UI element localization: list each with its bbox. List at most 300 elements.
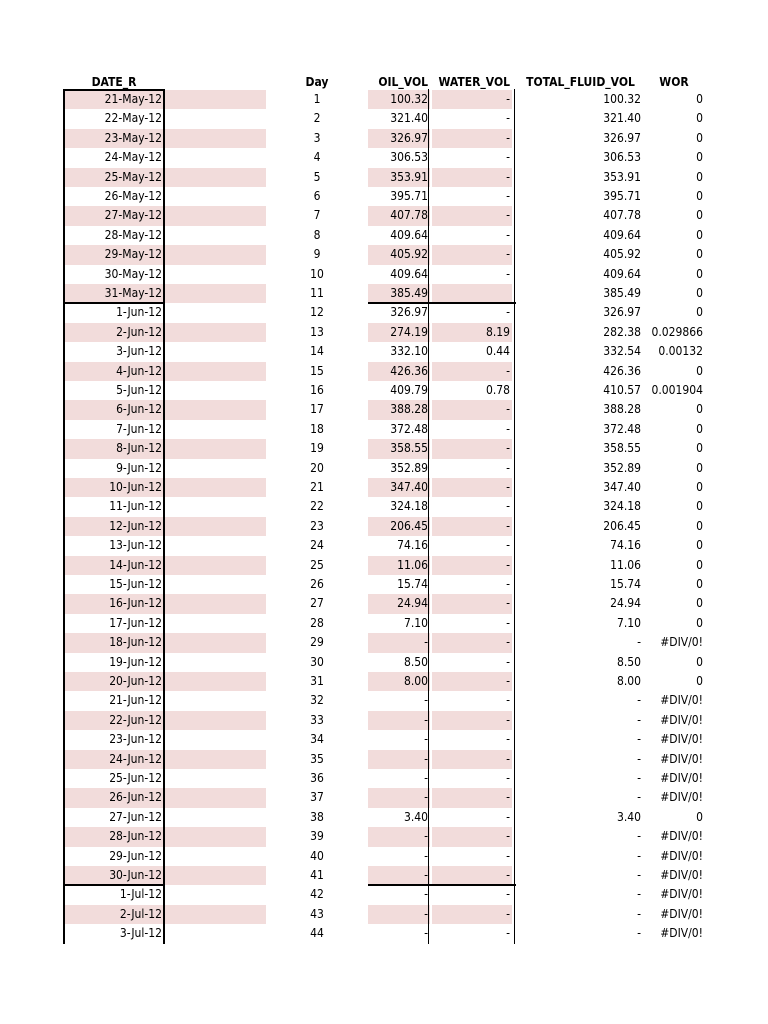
cell-total-fluid-vol: 15.74 xyxy=(610,577,641,591)
cell-day: 31 xyxy=(310,674,324,688)
cell-total-fluid-vol: - xyxy=(637,732,641,747)
oil-right-border xyxy=(428,89,429,944)
cell-water-vol: - xyxy=(506,111,510,126)
cell-wor: #DIV/0! xyxy=(660,926,703,941)
table-row xyxy=(0,265,768,284)
table-row xyxy=(0,788,768,807)
cell-oil-vol: 385.49 xyxy=(390,286,428,300)
header-wor: WOR xyxy=(659,75,689,89)
cell-oil-vol: 332.10 xyxy=(390,344,428,359)
cell-total-fluid-vol: 8.50 xyxy=(616,654,641,669)
cell-wor: 0 xyxy=(696,227,703,242)
cell-total-fluid-vol: 372.48 xyxy=(603,421,641,436)
cell-total-fluid-vol: - xyxy=(637,635,641,650)
cell-water-vol: - xyxy=(506,557,510,572)
cell-oil-vol: 388.28 xyxy=(390,402,428,417)
cell-total-fluid-vol: - xyxy=(637,868,641,882)
cell-wor: 0 xyxy=(696,111,703,126)
cell-wor: 0 xyxy=(696,247,703,262)
water-right-border xyxy=(514,89,515,944)
header-date: DATE_R xyxy=(91,75,137,89)
cell-wor: 0 xyxy=(696,596,703,611)
cell-wor: 0 xyxy=(696,441,703,456)
cell-total-fluid-vol: - xyxy=(637,790,641,805)
cell-water-vol: - xyxy=(506,266,510,281)
cell-oil-vol: - xyxy=(424,868,428,882)
cell-total-fluid-vol: - xyxy=(637,771,641,785)
table-row xyxy=(0,284,768,303)
cell-day: 42 xyxy=(310,887,324,902)
cell-date: 25-May-12 xyxy=(104,169,162,184)
cell-date: 27-Jun-12 xyxy=(109,809,162,824)
cell-day: 15 xyxy=(310,363,324,378)
cell-date: 29-Jun-12 xyxy=(109,848,162,863)
table-row xyxy=(0,303,768,322)
cell-date: 9-Jun-12 xyxy=(116,460,162,475)
header-water-vol: WATER_VOL xyxy=(438,75,510,89)
cell-total-fluid-vol: 74.16 xyxy=(610,538,641,553)
table-row xyxy=(0,594,768,613)
cell-day: 29 xyxy=(310,635,324,650)
table-row xyxy=(0,109,768,128)
cell-date: 1-Jul-12 xyxy=(119,887,162,902)
cell-total-fluid-vol: 409.64 xyxy=(603,227,641,242)
cell-date: 13-Jun-12 xyxy=(109,538,162,553)
cell-wor: #DIV/0! xyxy=(660,868,703,882)
cell-total-fluid-vol: 306.53 xyxy=(603,150,641,165)
cell-date: 14-Jun-12 xyxy=(109,557,162,572)
cell-day: 16 xyxy=(310,383,324,397)
cell-oil-vol: 8.00 xyxy=(403,674,428,688)
cell-date: 28-Jun-12 xyxy=(109,829,162,844)
cell-oil-vol: 358.55 xyxy=(390,441,428,456)
table-row xyxy=(0,245,768,264)
cell-oil-vol: 24.94 xyxy=(397,596,428,611)
table-row xyxy=(0,711,768,730)
table-row xyxy=(0,90,768,109)
table-row xyxy=(0,847,768,866)
table-row xyxy=(0,497,768,516)
cell-day: 12 xyxy=(310,305,324,320)
cell-water-vol: 0.78 xyxy=(485,383,510,397)
cell-wor: 0.00132 xyxy=(658,344,703,359)
cell-total-fluid-vol: 282.38 xyxy=(603,324,641,339)
cell-oil-vol: - xyxy=(424,751,428,766)
cell-day: 3 xyxy=(313,130,321,145)
cell-water-vol: - xyxy=(506,538,510,553)
date-right-border xyxy=(163,89,165,944)
header-day: Day xyxy=(305,75,329,89)
cell-wor: 0 xyxy=(696,421,703,436)
cell-oil-vol: - xyxy=(424,712,428,727)
cell-day: 19 xyxy=(310,441,324,456)
cell-total-fluid-vol: - xyxy=(637,712,641,727)
cell-total-fluid-vol: 347.40 xyxy=(603,480,641,494)
cell-date: 4-Jun-12 xyxy=(116,363,162,378)
cell-date: 23-Jun-12 xyxy=(109,732,162,747)
cell-day: 10 xyxy=(310,266,324,281)
cell-oil-vol: 74.16 xyxy=(397,538,428,553)
cell-total-fluid-vol: 326.97 xyxy=(603,130,641,145)
cell-date: 6-Jun-12 xyxy=(116,402,162,417)
cell-total-fluid-vol: 426.36 xyxy=(603,363,641,378)
table-row xyxy=(0,459,768,478)
cell-day: 28 xyxy=(310,615,324,630)
cell-total-fluid-vol: - xyxy=(637,751,641,766)
cell-water-vol: - xyxy=(506,130,510,145)
cell-total-fluid-vol: 3.40 xyxy=(616,809,641,824)
cell-total-fluid-vol: 352.89 xyxy=(603,460,641,475)
cell-oil-vol: - xyxy=(424,829,428,844)
table-row xyxy=(0,168,768,187)
cell-date: 17-Jun-12 xyxy=(109,615,162,630)
cell-water-vol: - xyxy=(506,829,510,844)
cell-total-fluid-vol: 385.49 xyxy=(603,286,641,300)
cell-day: 39 xyxy=(310,829,324,844)
cell-wor: 0 xyxy=(696,130,703,145)
table-row xyxy=(0,342,768,361)
cell-water-vol: - xyxy=(506,809,510,824)
cell-total-fluid-vol: 388.28 xyxy=(603,402,641,417)
cell-water-vol: - xyxy=(506,363,510,378)
table-row xyxy=(0,478,768,497)
cell-wor: #DIV/0! xyxy=(660,887,703,902)
header-total-fluid-vol: TOTAL_FLUID_VOL xyxy=(526,75,635,89)
cell-total-fluid-vol: 358.55 xyxy=(603,441,641,456)
cell-oil-vol: 306.53 xyxy=(390,150,428,165)
cell-water-vol: - xyxy=(506,305,510,320)
cell-wor: 0 xyxy=(696,402,703,417)
table-row xyxy=(0,439,768,458)
cell-oil-vol: 395.71 xyxy=(390,189,428,203)
cell-date: 8-Jun-12 xyxy=(116,441,162,456)
cell-total-fluid-vol: - xyxy=(637,829,641,844)
cell-day: 23 xyxy=(310,518,324,533)
cell-water-vol xyxy=(432,284,510,303)
cell-total-fluid-vol: 7.10 xyxy=(616,615,641,630)
cell-water-vol: - xyxy=(506,596,510,611)
cell-date: 26-May-12 xyxy=(104,189,162,203)
cell-date: 22-May-12 xyxy=(104,111,162,126)
cell-total-fluid-vol: - xyxy=(637,848,641,863)
cell-wor: #DIV/0! xyxy=(660,635,703,650)
cell-wor: 0 xyxy=(696,499,703,514)
cell-water-vol: - xyxy=(506,848,510,863)
cell-total-fluid-vol: 407.78 xyxy=(603,208,641,223)
cell-wor: 0 xyxy=(696,809,703,824)
cell-date: 2-Jul-12 xyxy=(119,906,162,921)
cell-water-vol: - xyxy=(506,577,510,591)
cell-day: 41 xyxy=(310,868,324,882)
cell-oil-vol: 324.18 xyxy=(390,499,428,514)
cell-date: 30-Jun-12 xyxy=(109,868,162,882)
table-row xyxy=(0,362,768,381)
cell-day: 4 xyxy=(313,150,321,165)
table-row xyxy=(0,400,768,419)
cell-water-vol: - xyxy=(506,887,510,902)
cell-date: 15-Jun-12 xyxy=(109,577,162,591)
cell-water-vol: - xyxy=(506,693,510,708)
cell-date: 16-Jun-12 xyxy=(109,596,162,611)
cell-oil-vol: - xyxy=(424,848,428,863)
cell-water-vol: - xyxy=(506,208,510,223)
cell-wor: #DIV/0! xyxy=(660,751,703,766)
cell-wor: 0 xyxy=(696,674,703,688)
cell-wor: 0 xyxy=(696,286,703,300)
cell-date: 3-Jun-12 xyxy=(116,344,162,359)
cell-wor: 0 xyxy=(696,615,703,630)
cell-wor: #DIV/0! xyxy=(660,790,703,805)
table-row xyxy=(0,653,768,672)
cell-oil-vol: 353.91 xyxy=(390,169,428,184)
cell-day: 1 xyxy=(313,92,321,106)
table-row xyxy=(0,633,768,652)
cell-total-fluid-vol: 409.64 xyxy=(603,266,641,281)
table-row xyxy=(0,866,768,885)
cell-water-vol: 0.44 xyxy=(485,344,510,359)
cell-total-fluid-vol: 11.06 xyxy=(610,557,641,572)
cell-oil-vol: 405.92 xyxy=(390,247,428,262)
cell-date: 19-Jun-12 xyxy=(109,654,162,669)
cell-water-vol: - xyxy=(506,712,510,727)
table-row xyxy=(0,827,768,846)
cell-day: 37 xyxy=(310,790,324,805)
cell-date: 24-May-12 xyxy=(104,150,162,165)
cell-total-fluid-vol: 410.57 xyxy=(603,383,641,397)
cell-date: 20-Jun-12 xyxy=(109,674,162,688)
cell-oil-vol: - xyxy=(424,635,428,650)
cell-oil-vol: - xyxy=(424,887,428,902)
cell-total-fluid-vol: - xyxy=(637,926,641,941)
cell-day: 18 xyxy=(310,421,324,436)
cell-water-vol: - xyxy=(506,499,510,514)
cell-wor: #DIV/0! xyxy=(660,771,703,785)
cell-date: 26-Jun-12 xyxy=(109,790,162,805)
cell-oil-vol: 326.97 xyxy=(390,130,428,145)
table-row xyxy=(0,691,768,710)
cell-day: 21 xyxy=(310,480,324,494)
cell-day: 38 xyxy=(310,809,324,824)
cell-day: 8 xyxy=(313,227,321,242)
cell-date: 21-Jun-12 xyxy=(109,693,162,708)
cell-wor: 0 xyxy=(696,577,703,591)
may-end-border-values xyxy=(368,302,516,304)
cell-oil-vol: 352.89 xyxy=(390,460,428,475)
cell-oil-vol: - xyxy=(424,771,428,785)
cell-wor: 0 xyxy=(696,150,703,165)
cell-total-fluid-vol: 8.00 xyxy=(616,674,641,688)
cell-wor: 0 xyxy=(696,208,703,223)
cell-day: 30 xyxy=(310,654,324,669)
cell-water-vol: - xyxy=(506,169,510,184)
cell-day: 20 xyxy=(310,460,324,475)
cell-total-fluid-vol: 326.97 xyxy=(603,305,641,320)
cell-date: 10-Jun-12 xyxy=(109,480,162,494)
cell-wor: 0 xyxy=(696,654,703,669)
cell-oil-vol: 7.10 xyxy=(403,615,428,630)
cell-total-fluid-vol: 395.71 xyxy=(603,189,641,203)
cell-water-vol: - xyxy=(506,790,510,805)
cell-oil-vol: 409.79 xyxy=(390,383,428,397)
cell-day: 27 xyxy=(310,596,324,611)
cell-date: 3-Jul-12 xyxy=(119,926,162,941)
cell-oil-vol: - xyxy=(424,732,428,747)
table-row xyxy=(0,517,768,536)
cell-wor: 0 xyxy=(696,518,703,533)
cell-wor: #DIV/0! xyxy=(660,848,703,863)
cell-wor: #DIV/0! xyxy=(660,712,703,727)
cell-water-vol: - xyxy=(506,674,510,688)
cell-oil-vol: 372.48 xyxy=(390,421,428,436)
cell-total-fluid-vol: 405.92 xyxy=(603,247,641,262)
cell-water-vol: - xyxy=(506,771,510,785)
cell-day: 36 xyxy=(310,771,324,785)
cell-oil-vol: 407.78 xyxy=(390,208,428,223)
cell-date: 28-May-12 xyxy=(104,227,162,242)
cell-water-vol: - xyxy=(506,732,510,747)
cell-water-vol: - xyxy=(506,635,510,650)
cell-water-vol: - xyxy=(506,518,510,533)
cell-oil-vol: 100.32 xyxy=(390,92,428,106)
cell-wor: 0 xyxy=(696,92,703,106)
cell-oil-vol: 15.74 xyxy=(397,577,428,591)
cell-day: 13 xyxy=(310,324,324,339)
cell-water-vol: - xyxy=(506,150,510,165)
cell-date: 7-Jun-12 xyxy=(116,421,162,436)
cell-oil-vol: 11.06 xyxy=(397,557,428,572)
table-row xyxy=(0,536,768,555)
cell-date: 27-May-12 xyxy=(104,208,162,223)
cell-water-vol: - xyxy=(506,460,510,475)
cell-water-vol: - xyxy=(506,906,510,921)
table-row xyxy=(0,129,768,148)
table-row xyxy=(0,672,768,691)
cell-oil-vol: 321.40 xyxy=(390,111,428,126)
cell-wor: #DIV/0! xyxy=(660,732,703,747)
cell-total-fluid-vol: 324.18 xyxy=(603,499,641,514)
cell-total-fluid-vol: - xyxy=(637,887,641,902)
cell-date: 25-Jun-12 xyxy=(109,771,162,785)
cell-wor: 0 xyxy=(696,169,703,184)
cell-date: 31-May-12 xyxy=(104,286,162,300)
cell-oil-vol: - xyxy=(424,790,428,805)
cell-date: 5-Jun-12 xyxy=(116,383,162,397)
cell-total-fluid-vol: 332.54 xyxy=(603,344,641,359)
cell-water-vol: - xyxy=(506,751,510,766)
cell-water-vol: - xyxy=(506,441,510,456)
cell-water-vol: - xyxy=(506,92,510,106)
cell-total-fluid-vol: 353.91 xyxy=(603,169,641,184)
cell-oil-vol: 8.50 xyxy=(403,654,428,669)
june-end-border xyxy=(63,884,165,886)
table-row xyxy=(0,187,768,206)
cell-oil-vol: 409.64 xyxy=(390,266,428,281)
cell-day: 34 xyxy=(310,732,324,747)
cell-date: 12-Jun-12 xyxy=(109,518,162,533)
cell-day: 22 xyxy=(310,499,324,514)
cell-water-vol: - xyxy=(506,654,510,669)
table-row xyxy=(0,575,768,594)
table-row xyxy=(0,885,768,904)
cell-water-vol: - xyxy=(506,480,510,494)
cell-wor: 0.029866 xyxy=(651,324,703,339)
cell-date: 22-Jun-12 xyxy=(109,712,162,727)
june-end-border-values xyxy=(368,884,516,886)
table-row xyxy=(0,556,768,575)
cell-date: 29-May-12 xyxy=(104,247,162,262)
table-row xyxy=(0,148,768,167)
cell-day: 6 xyxy=(313,189,321,203)
cell-day: 17 xyxy=(310,402,324,417)
cell-oil-vol: 326.97 xyxy=(390,305,428,320)
cell-wor: 0 xyxy=(696,363,703,378)
cell-oil-vol: - xyxy=(424,693,428,708)
cell-water-vol: - xyxy=(506,402,510,417)
table-row xyxy=(0,905,768,924)
cell-total-fluid-vol: 24.94 xyxy=(610,596,641,611)
table-row xyxy=(0,614,768,633)
cell-date: 18-Jun-12 xyxy=(109,635,162,650)
cell-day: 43 xyxy=(310,906,324,921)
cell-wor: #DIV/0! xyxy=(660,693,703,708)
cell-total-fluid-vol: 206.45 xyxy=(603,518,641,533)
cell-wor: #DIV/0! xyxy=(660,906,703,921)
cell-day: 14 xyxy=(310,344,324,359)
table-row xyxy=(0,323,768,342)
cell-day: 35 xyxy=(310,751,324,766)
cell-day: 7 xyxy=(313,208,321,223)
cell-water-vol: - xyxy=(506,615,510,630)
may-end-border xyxy=(63,302,165,304)
cell-date: 2-Jun-12 xyxy=(116,324,162,339)
cell-wor: #DIV/0! xyxy=(660,829,703,844)
cell-water-vol: - xyxy=(506,926,510,941)
cell-water-vol: 8.19 xyxy=(485,324,510,339)
cell-day: 11 xyxy=(310,286,324,300)
cell-oil-vol: 3.40 xyxy=(403,809,428,824)
cell-date: 1-Jun-12 xyxy=(116,305,162,320)
cell-wor: 0 xyxy=(696,189,703,203)
cell-water-vol: - xyxy=(506,247,510,262)
cell-day: 33 xyxy=(310,712,324,727)
table-row xyxy=(0,750,768,769)
cell-day: 32 xyxy=(310,693,324,708)
cell-oil-vol: 206.45 xyxy=(390,518,428,533)
cell-oil-vol: 426.36 xyxy=(390,363,428,378)
cell-wor: 0 xyxy=(696,305,703,320)
header-oil-vol: OIL_VOL xyxy=(378,75,428,89)
cell-wor: 0.001904 xyxy=(651,383,703,397)
cell-date: 30-May-12 xyxy=(104,266,162,281)
table-row xyxy=(0,769,768,788)
cell-day: 9 xyxy=(313,247,321,262)
cell-wor: 0 xyxy=(696,266,703,281)
table-row xyxy=(0,206,768,225)
cell-wor: 0 xyxy=(696,480,703,494)
cell-day: 25 xyxy=(310,557,324,572)
cell-water-vol: - xyxy=(506,868,510,882)
cell-total-fluid-vol: 321.40 xyxy=(603,111,641,126)
cell-oil-vol: 347.40 xyxy=(390,480,428,494)
cell-water-vol: - xyxy=(506,227,510,242)
cell-oil-vol: - xyxy=(424,906,428,921)
date-left-border xyxy=(63,89,65,944)
cell-oil-vol: 274.19 xyxy=(390,324,428,339)
cell-oil-vol: 409.64 xyxy=(390,227,428,242)
cell-oil-vol: - xyxy=(424,926,428,941)
table-row xyxy=(0,420,768,439)
cell-date: 23-May-12 xyxy=(104,130,162,145)
